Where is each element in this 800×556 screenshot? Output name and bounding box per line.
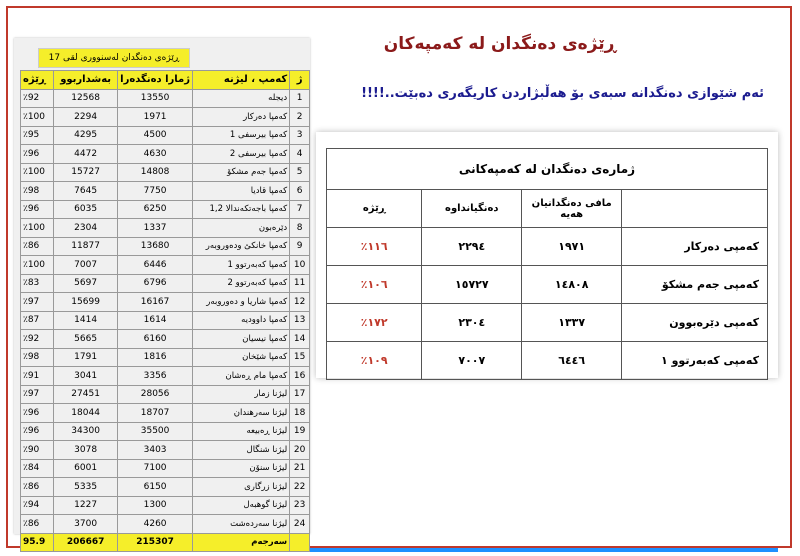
- summary-cell-eligible: ١٤٨٠٨: [522, 266, 622, 304]
- cell-total: 6160: [118, 330, 193, 349]
- cell-pct: ٪86: [21, 478, 54, 497]
- cell-name: کەمپا باجەتکەندالا 1,2: [193, 200, 290, 219]
- cell-pct: ٪83: [21, 274, 54, 293]
- cell-par: 4295: [54, 126, 118, 145]
- cell-pct: ٪96: [21, 145, 54, 164]
- table-row: [21, 404, 310, 423]
- summary-cell-voted: ٢٢٩٤: [422, 228, 522, 266]
- cell-total: 6150: [118, 478, 193, 497]
- cell-no: 11: [290, 274, 310, 293]
- cell-par: 5665: [54, 330, 118, 349]
- cell-pct: ٪90: [21, 441, 54, 460]
- table-row: [21, 348, 310, 367]
- cell-par: 34300: [54, 422, 118, 441]
- cell-name: لیژنا سەرهندان: [193, 404, 290, 423]
- summary-cell-name: کەمپی دێرەبوون: [622, 304, 768, 342]
- cell-par: 15727: [54, 163, 118, 182]
- cell-no: 6: [290, 182, 310, 201]
- cell-pct: ٪84: [21, 459, 54, 478]
- cell-total: 6796: [118, 274, 193, 293]
- total-cell-par: 206667: [54, 533, 118, 552]
- table-row: [21, 496, 310, 515]
- cell-total: 7100: [118, 459, 193, 478]
- table-row: [21, 145, 310, 164]
- scan-table: [20, 70, 310, 552]
- cell-total: 1971: [118, 108, 193, 127]
- summary-cell-voted: ١٥٧٢٧: [422, 266, 522, 304]
- summary-row: [327, 228, 768, 266]
- cell-par: 4472: [54, 145, 118, 164]
- summary-table: [326, 148, 768, 380]
- cell-pct: ٪96: [21, 422, 54, 441]
- table-row: [21, 385, 310, 404]
- cell-par: 2304: [54, 219, 118, 238]
- summary-cell-pct: ٪١٧٢: [327, 304, 422, 342]
- cell-name: کەمپا بیرسفی 2: [193, 145, 290, 164]
- cell-no: 23: [290, 496, 310, 515]
- summary-row: [327, 342, 768, 380]
- cell-par: 5697: [54, 274, 118, 293]
- summary-cell-pct: ٪١٠٦: [327, 266, 422, 304]
- cell-name: کەمپا جەم مشکۆ: [193, 163, 290, 182]
- cell-name: کەمپا شێخان: [193, 348, 290, 367]
- cell-par: 5335: [54, 478, 118, 497]
- cell-name: کەمپا شاریا و دەوروبەر: [193, 293, 290, 312]
- summary-col-voted: دەنگیانداوە: [422, 190, 522, 228]
- cell-pct: ٪92: [21, 89, 54, 108]
- table-row: [21, 163, 310, 182]
- cell-no: 19: [290, 422, 310, 441]
- summary-cell-eligible: ٦٤٤٦: [522, 342, 622, 380]
- cell-pct: ٪86: [21, 515, 54, 534]
- cell-no: 9: [290, 237, 310, 256]
- total-cell-name: سەرجەم: [193, 533, 290, 552]
- cell-par: 3700: [54, 515, 118, 534]
- cell-par: 18044: [54, 404, 118, 423]
- cell-pct: ٪94: [21, 496, 54, 515]
- col-no-header: ژ: [290, 71, 310, 90]
- summary-cell-name: کەمپی کەبەرتوو ١: [622, 342, 768, 380]
- table-row: [21, 89, 310, 108]
- cell-total: 7750: [118, 182, 193, 201]
- cell-name: کەمپا دەرکار: [193, 108, 290, 127]
- cell-pct: ٪100: [21, 256, 54, 275]
- summary-cell-name: کەمپی جەم مشکۆ: [622, 266, 768, 304]
- cell-name: لیژنا سنۆن: [193, 459, 290, 478]
- cell-no: 4: [290, 145, 310, 164]
- cell-par: 15699: [54, 293, 118, 312]
- col-pct-header: ڕێژە: [21, 71, 54, 90]
- cell-no: 8: [290, 219, 310, 238]
- col-name-header: کەمپ ، لیژنە: [193, 71, 290, 90]
- cell-name: کەمپا کەبەرتوو 1: [193, 256, 290, 275]
- cell-pct: ٪100: [21, 163, 54, 182]
- cell-total: 13680: [118, 237, 193, 256]
- cell-no: 16: [290, 367, 310, 386]
- summary-row: [327, 266, 768, 304]
- cell-no: 13: [290, 311, 310, 330]
- summary-cell-voted: ٢٣٠٤: [422, 304, 522, 342]
- cell-name: کەمپا قادیا: [193, 182, 290, 201]
- cell-total: 6446: [118, 256, 193, 275]
- summary-card: [316, 132, 778, 378]
- summary-cell-eligible: ١٩٧١: [522, 228, 622, 266]
- cell-pct: ٪87: [21, 311, 54, 330]
- cell-total: 1300: [118, 496, 193, 515]
- summary-row: [327, 304, 768, 342]
- cell-no: 15: [290, 348, 310, 367]
- cell-name: کەمپا مام ڕەشان: [193, 367, 290, 386]
- cell-pct: ٪98: [21, 182, 54, 201]
- cell-par: 6035: [54, 200, 118, 219]
- cell-no: 24: [290, 515, 310, 534]
- cell-pct: ٪97: [21, 293, 54, 312]
- cell-par: 27451: [54, 385, 118, 404]
- cell-no: 17: [290, 385, 310, 404]
- cell-pct: ٪100: [21, 219, 54, 238]
- table-row: [21, 422, 310, 441]
- cell-par: 7645: [54, 182, 118, 201]
- cell-total: 4500: [118, 126, 193, 145]
- cell-name: کەمپا خانکێ ودەوروبەر: [193, 237, 290, 256]
- cell-par: 2294: [54, 108, 118, 127]
- table-row: [21, 200, 310, 219]
- cell-pct: ٪100: [21, 108, 54, 127]
- table-row: [21, 311, 310, 330]
- summary-cell-voted: ٧٠٠٧: [422, 342, 522, 380]
- total-row: [21, 533, 310, 552]
- col-participated-header: بەشداربوو: [54, 71, 118, 90]
- cell-no: 5: [290, 163, 310, 182]
- cell-total: 1337: [118, 219, 193, 238]
- cell-total: 4260: [118, 515, 193, 534]
- cell-total: 1816: [118, 348, 193, 367]
- summary-cell-pct: ٪١٠٩: [327, 342, 422, 380]
- cell-no: 1: [290, 89, 310, 108]
- cell-no: 22: [290, 478, 310, 497]
- cell-par: 7007: [54, 256, 118, 275]
- cell-par: 3078: [54, 441, 118, 460]
- table-row: [21, 126, 310, 145]
- page-title: ڕێژەی دەنگدان لە کەمپەکان: [383, 34, 617, 54]
- cell-name: دێرەبون: [193, 219, 290, 238]
- table-row: [21, 219, 310, 238]
- summary-col-pct: ڕێژە: [327, 190, 422, 228]
- cell-name: لیژنا شنگال: [193, 441, 290, 460]
- cell-name: لیژنا گوهبەل: [193, 496, 290, 515]
- cell-pct: ٪92: [21, 330, 54, 349]
- cell-par: 3041: [54, 367, 118, 386]
- cell-no: 14: [290, 330, 310, 349]
- cell-par: 1791: [54, 348, 118, 367]
- cell-total: 1614: [118, 311, 193, 330]
- scanned-results-table: [14, 38, 310, 548]
- cell-total: 16167: [118, 293, 193, 312]
- total-cell-pct: 95.9: [21, 533, 54, 552]
- cell-total: 3356: [118, 367, 193, 386]
- cell-no: 7: [290, 200, 310, 219]
- table-row: [21, 330, 310, 349]
- cell-name: لیژنا سەردەشت: [193, 515, 290, 534]
- col-total-header: ژمارا دەنگدەرا: [118, 71, 193, 90]
- page-subtitle: ئەم شێوازی دەنگدانە سبەی بۆ هەڵبژاردن کاریگەری دەبێت..!!!!: [361, 86, 764, 101]
- summary-cell-name: کەمپی دەرکار: [622, 228, 768, 266]
- cell-pct: ٪98: [21, 348, 54, 367]
- table-row: [21, 256, 310, 275]
- cell-name: دیجلە: [193, 89, 290, 108]
- cell-pct: ٪95: [21, 126, 54, 145]
- cell-no: 3: [290, 126, 310, 145]
- table-row: [21, 478, 310, 497]
- cell-total: 18707: [118, 404, 193, 423]
- cell-no: 18: [290, 404, 310, 423]
- summary-col-name: [622, 190, 768, 228]
- table-row: [21, 182, 310, 201]
- table-row: [21, 274, 310, 293]
- cell-par: 6001: [54, 459, 118, 478]
- cell-pct: ٪91: [21, 367, 54, 386]
- cell-no: 2: [290, 108, 310, 127]
- total-cell-no: [290, 533, 310, 552]
- summary-cell-eligible: ١٣٣٧: [522, 304, 622, 342]
- cell-no: 10: [290, 256, 310, 275]
- cell-pct: ٪96: [21, 200, 54, 219]
- cell-total: 4630: [118, 145, 193, 164]
- cell-total: 6250: [118, 200, 193, 219]
- cell-total: 28056: [118, 385, 193, 404]
- cell-name: کەمپا کەبەرتوو 2: [193, 274, 290, 293]
- cell-par: 1414: [54, 311, 118, 330]
- summary-col-eligible: مافی دەنگدانیان هەیە: [522, 190, 622, 228]
- table-row: [21, 237, 310, 256]
- table-row: [21, 515, 310, 534]
- summary-heading: ژمارەی دەنگدان لە کەمپەکانی: [327, 149, 768, 190]
- total-cell-total: 215307: [118, 533, 193, 552]
- cell-total: 3403: [118, 441, 193, 460]
- cell-pct: ٪97: [21, 385, 54, 404]
- cell-name: کەمپا بیرسفی 1: [193, 126, 290, 145]
- table-row: [21, 108, 310, 127]
- cell-par: 11877: [54, 237, 118, 256]
- cell-pct: ٪96: [21, 404, 54, 423]
- cell-name: کەمپا نیسیان: [193, 330, 290, 349]
- cell-par: 1227: [54, 496, 118, 515]
- table-row: [21, 459, 310, 478]
- cell-name: کەمپا داوودیە: [193, 311, 290, 330]
- cell-par: 12568: [54, 89, 118, 108]
- cell-total: 14808: [118, 163, 193, 182]
- cell-no: 12: [290, 293, 310, 312]
- summary-cell-pct: ٪١١٦: [327, 228, 422, 266]
- cell-no: 20: [290, 441, 310, 460]
- scan-header-label: ڕێژەی دەنگدان لەسنووری لقی 17: [38, 48, 190, 68]
- table-row: [21, 367, 310, 386]
- cell-total: 35500: [118, 422, 193, 441]
- cell-total: 13550: [118, 89, 193, 108]
- cell-name: لیژنا ڕەبیعە: [193, 422, 290, 441]
- table-row: [21, 293, 310, 312]
- cell-name: لیژنا زمار: [193, 385, 290, 404]
- cell-no: 21: [290, 459, 310, 478]
- table-row: [21, 441, 310, 460]
- cell-pct: ٪86: [21, 237, 54, 256]
- cell-name: لیژنا زرگاری: [193, 478, 290, 497]
